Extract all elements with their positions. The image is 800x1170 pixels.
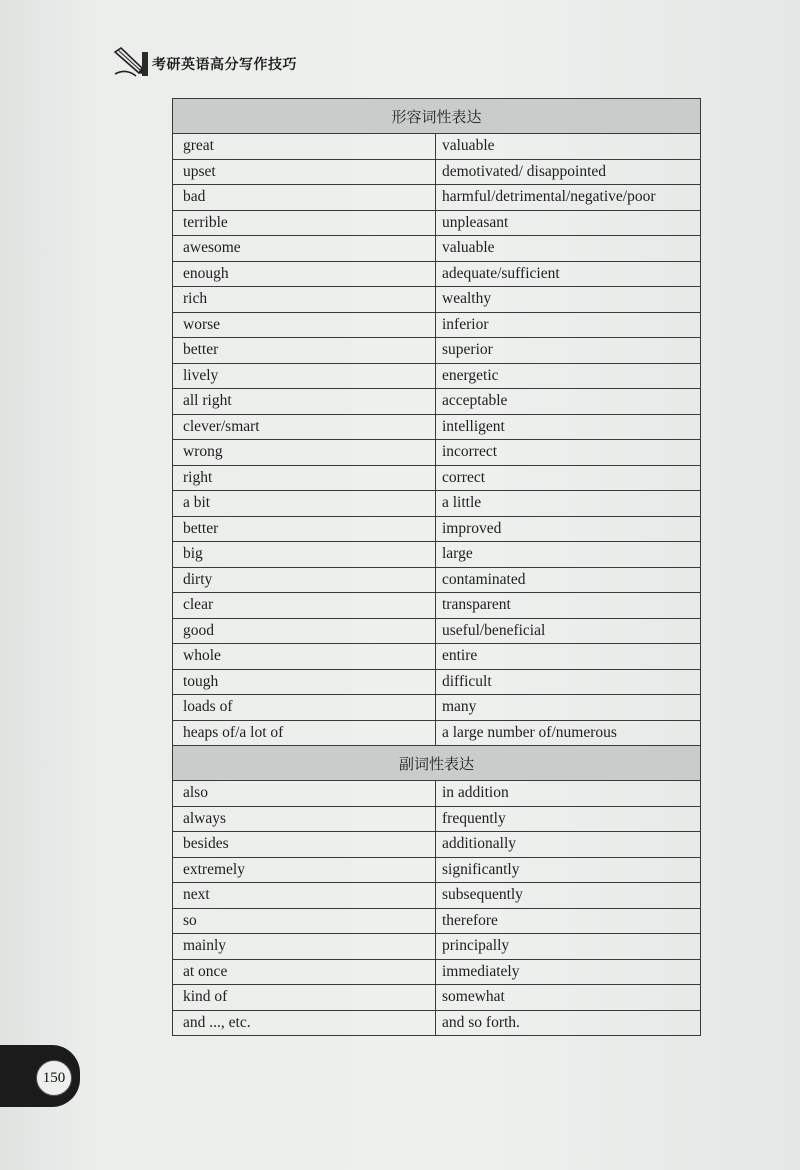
formal-expression: in addition — [436, 781, 701, 807]
informal-expression: dirty — [173, 567, 436, 593]
formal-expression: contaminated — [436, 567, 701, 593]
formal-expression: therefore — [436, 908, 701, 934]
table-row — [173, 363, 701, 389]
informal-expression: upset — [173, 159, 436, 185]
table-row — [173, 934, 701, 960]
table-row — [173, 542, 701, 568]
informal-expression: at once — [173, 959, 436, 985]
table-row — [173, 985, 701, 1011]
informal-expression: enough — [173, 261, 436, 287]
table-row — [173, 210, 701, 236]
section-title: 副词性表达 — [173, 746, 701, 781]
table-row — [173, 1010, 701, 1036]
section-title: 形容词性表达 — [173, 99, 701, 134]
formal-expression: transparent — [436, 593, 701, 619]
table-row — [173, 491, 701, 517]
table-row — [173, 669, 701, 695]
vocabulary-table — [172, 98, 701, 1036]
table-row — [173, 440, 701, 466]
formal-expression: improved — [436, 516, 701, 542]
table-row — [173, 134, 701, 160]
formal-expression: acceptable — [436, 389, 701, 415]
table-row — [173, 618, 701, 644]
informal-expression: whole — [173, 644, 436, 670]
table-row — [173, 389, 701, 415]
section-header-row — [173, 746, 701, 781]
table-row — [173, 644, 701, 670]
table-row — [173, 832, 701, 858]
header-accent-bar — [142, 52, 148, 76]
page-header — [112, 44, 312, 80]
formal-expression: frequently — [436, 806, 701, 832]
informal-expression: tough — [173, 669, 436, 695]
informal-expression: better — [173, 516, 436, 542]
formal-expression: entire — [436, 644, 701, 670]
table-row — [173, 465, 701, 491]
informal-expression: mainly — [173, 934, 436, 960]
informal-expression: better — [173, 338, 436, 364]
formal-expression: adequate/sufficient — [436, 261, 701, 287]
table-row — [173, 287, 701, 313]
informal-expression: so — [173, 908, 436, 934]
formal-expression: inferior — [436, 312, 701, 338]
table-row — [173, 781, 701, 807]
formal-expression: subsequently — [436, 883, 701, 909]
informal-expression: great — [173, 134, 436, 160]
informal-expression: good — [173, 618, 436, 644]
formal-expression: additionally — [436, 832, 701, 858]
table-row — [173, 236, 701, 262]
formal-expression: a little — [436, 491, 701, 517]
informal-expression: all right — [173, 389, 436, 415]
table-row — [173, 338, 701, 364]
informal-expression: loads of — [173, 695, 436, 721]
informal-expression: extremely — [173, 857, 436, 883]
section-header-row — [173, 99, 701, 134]
formal-expression: correct — [436, 465, 701, 491]
formal-expression: significantly — [436, 857, 701, 883]
formal-expression: principally — [436, 934, 701, 960]
book-title: 考研英语高分写作技巧 — [152, 57, 297, 73]
table-row — [173, 261, 701, 287]
formal-expression: difficult — [436, 669, 701, 695]
formal-expression: superior — [436, 338, 701, 364]
informal-expression: heaps of/a lot of — [173, 720, 436, 746]
formal-expression: intelligent — [436, 414, 701, 440]
formal-expression: incorrect — [436, 440, 701, 466]
informal-expression: lively — [173, 363, 436, 389]
informal-expression: worse — [173, 312, 436, 338]
formal-expression: energetic — [436, 363, 701, 389]
informal-expression: and ..., etc. — [173, 1010, 436, 1036]
formal-expression: many — [436, 695, 701, 721]
table-row — [173, 857, 701, 883]
table-row — [173, 312, 701, 338]
informal-expression: clear — [173, 593, 436, 619]
informal-expression: besides — [173, 832, 436, 858]
informal-expression: right — [173, 465, 436, 491]
formal-expression: immediately — [436, 959, 701, 985]
formal-expression: valuable — [436, 134, 701, 160]
formal-expression: unpleasant — [436, 210, 701, 236]
informal-expression: rich — [173, 287, 436, 313]
informal-expression: big — [173, 542, 436, 568]
table-row — [173, 806, 701, 832]
table-row — [173, 908, 701, 934]
formal-expression: somewhat — [436, 985, 701, 1011]
table-row — [173, 959, 701, 985]
formal-expression: valuable — [436, 236, 701, 262]
informal-expression: terrible — [173, 210, 436, 236]
formal-expression: and so forth. — [436, 1010, 701, 1036]
informal-expression: kind of — [173, 985, 436, 1011]
table-row — [173, 567, 701, 593]
informal-expression: clever/smart — [173, 414, 436, 440]
informal-expression: awesome — [173, 236, 436, 262]
vocabulary-table-body — [173, 99, 701, 1036]
table-row — [173, 516, 701, 542]
table-row — [173, 414, 701, 440]
table-row — [173, 720, 701, 746]
table-row — [173, 593, 701, 619]
informal-expression: bad — [173, 185, 436, 211]
formal-expression: demotivated/ disappointed — [436, 159, 701, 185]
formal-expression: wealthy — [436, 287, 701, 313]
table-row — [173, 883, 701, 909]
formal-expression: useful/beneficial — [436, 618, 701, 644]
page-number: 150 — [36, 1060, 72, 1096]
formal-expression: harmful/detrimental/negative/poor — [436, 185, 701, 211]
formal-expression: large — [436, 542, 701, 568]
table-row — [173, 185, 701, 211]
informal-expression: a bit — [173, 491, 436, 517]
formal-expression: a large number of/numerous — [436, 720, 701, 746]
informal-expression: always — [173, 806, 436, 832]
informal-expression: also — [173, 781, 436, 807]
table-row — [173, 695, 701, 721]
informal-expression: wrong — [173, 440, 436, 466]
informal-expression: next — [173, 883, 436, 909]
table-row — [173, 159, 701, 185]
